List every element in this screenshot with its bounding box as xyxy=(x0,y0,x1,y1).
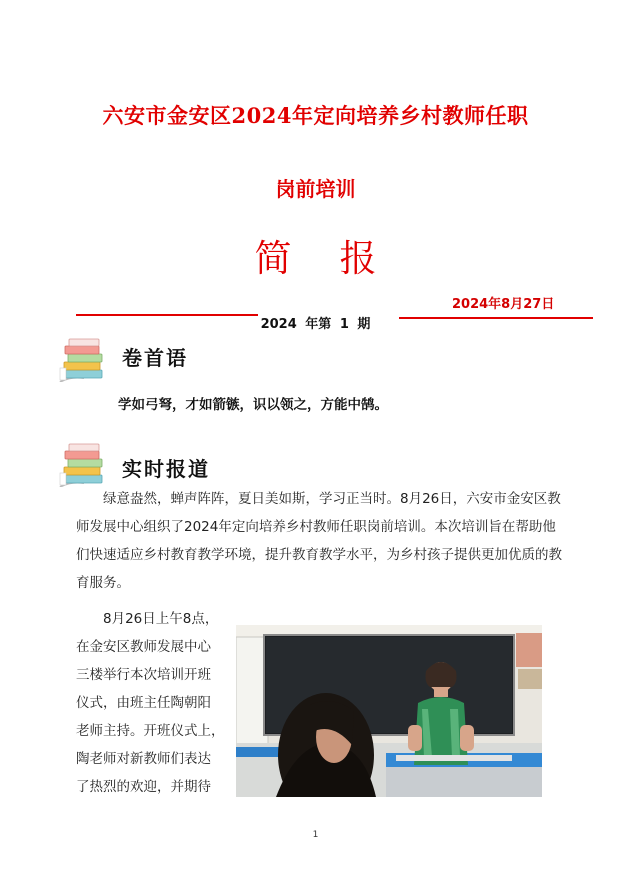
news-paragraph-2-line: 在金安区教师发展中心 xyxy=(76,639,211,655)
masthead-char-1: 简 xyxy=(254,237,292,280)
news-paragraph-2-line: 了热烈的欢迎，并期待 xyxy=(76,779,211,795)
news-paragraph-1: 绿意盎然，蝉声阵阵，夏日美如斯，学习正当时。8月26日，六安市金安区教师发展中心组织了2024年定向培养乡村教师任职岗前培训。本次培训旨在帮助他们快速适应乡村教育教学环境，提升教育教学水平，为乡村孩子提供更加优质的教育服务。 xyxy=(76,491,562,591)
news-paragraph-2-line: 三楼举行本次培训开班 xyxy=(76,667,211,683)
report-title-line1: 六安市金安区2024年定向培养乡村教师任职 xyxy=(102,103,529,128)
news-paragraph-2-line: 仪式，由班主任陶朝阳 xyxy=(76,695,211,711)
news-paragraph-2-line: 老师主持。开班仪式上， xyxy=(76,723,225,739)
report-masthead xyxy=(0,228,631,282)
preface-quote: 学如弓弩，才如箭镞，识以领之，方能中鹄。 xyxy=(118,397,388,413)
issue-number: 2024 年第 1 期 xyxy=(260,317,371,332)
masthead-char-2: 报 xyxy=(339,237,377,280)
section-heading-preface: 卷首语 xyxy=(122,346,188,370)
news-paragraph-2-line: 陶老师对新教师们表达 xyxy=(76,751,211,767)
books-icon xyxy=(58,443,108,487)
report-date: 2024年8月27日 xyxy=(452,297,555,312)
news-paragraph-2 xyxy=(76,605,236,801)
news-paragraph-2-line: 8月26日上午8点， xyxy=(103,611,219,627)
books-icon xyxy=(58,338,108,382)
page-number: 1 xyxy=(312,830,319,840)
section-heading-news: 实时报道 xyxy=(122,457,210,481)
training-photo xyxy=(236,625,542,797)
report-title-line2: 岗前培训 xyxy=(275,177,356,201)
